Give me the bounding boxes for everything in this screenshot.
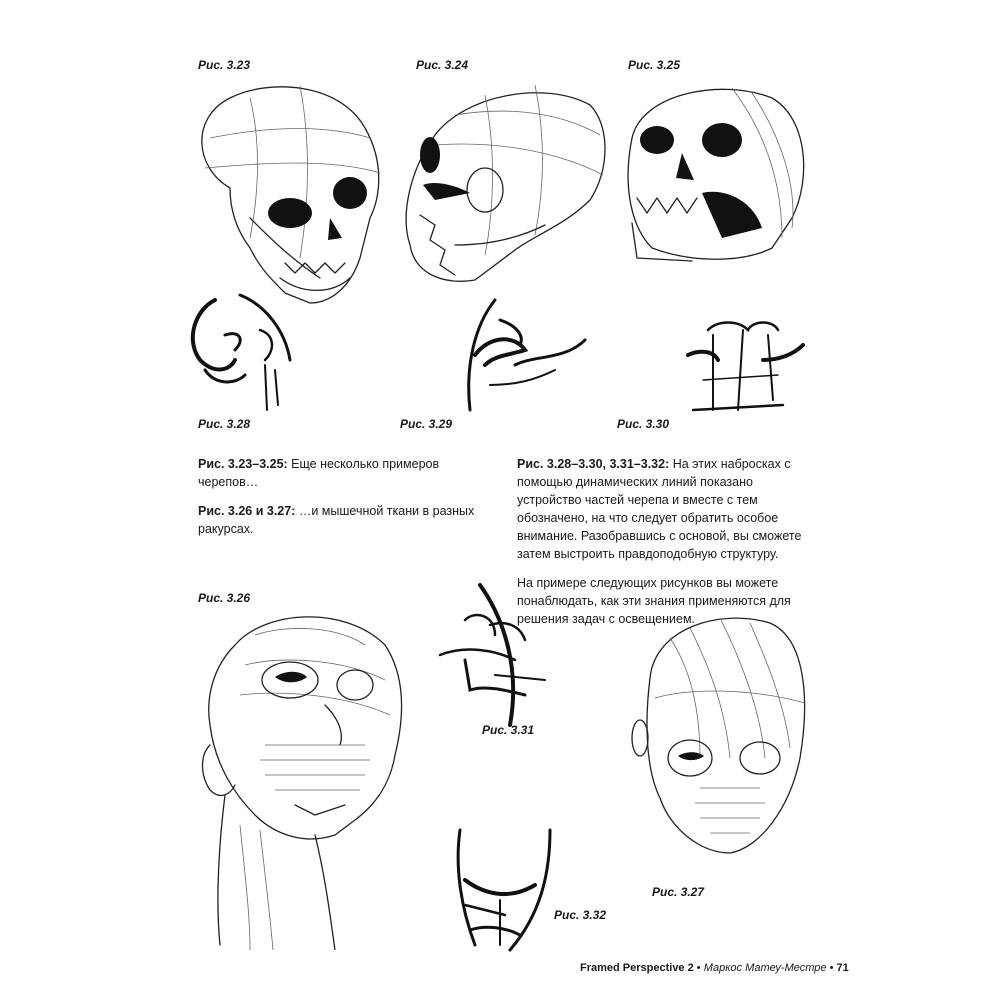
- skull-drawing-fig-3-25: [612, 78, 812, 273]
- caption-fig-3-32: Рис. 3.32: [554, 908, 607, 922]
- caption-fig-3-28: Рис. 3.28: [198, 417, 251, 431]
- caption-fig-3-24: Рис. 3.24: [416, 58, 469, 72]
- paragraph-fig-3-28-3-32: [517, 455, 807, 563]
- text-column-left: [198, 455, 493, 549]
- page-footer: [580, 962, 849, 974]
- paragraph-label: Рис. 3.23–3.25:: [198, 457, 288, 471]
- caption-fig-3-29: Рис. 3.29: [400, 417, 453, 431]
- dynamic-lines-fig-3-29: [455, 295, 600, 415]
- paragraph-fig-3-26-3-27: [198, 502, 493, 538]
- caption-fig-3-30: Рис. 3.30: [617, 417, 670, 431]
- footer-separator: •: [829, 962, 834, 974]
- muscle-head-drawing-fig-3-26: [195, 605, 410, 950]
- paragraph-fig-3-23-3-25: [198, 455, 493, 491]
- footer-book-title: Framed Perspective 2: [580, 962, 694, 974]
- caption-fig-3-23: Рис. 3.23: [198, 58, 251, 72]
- dynamic-lines-fig-3-31: [435, 580, 550, 730]
- paragraph-body: …и мышечной ткани в разных ракурсах.: [198, 504, 475, 536]
- paragraph-label: Рис. 3.26 и 3.27:: [198, 504, 296, 518]
- skull-drawing-fig-3-23: [190, 78, 390, 308]
- dynamic-lines-fig-3-28: [185, 290, 300, 415]
- skull-drawing-fig-3-24: [395, 75, 610, 290]
- caption-fig-3-26: Рис. 3.26: [198, 591, 251, 605]
- dynamic-lines-fig-3-30: [683, 315, 808, 415]
- dynamic-lines-fig-3-32: [450, 825, 560, 955]
- caption-fig-3-25: Рис. 3.25: [628, 58, 681, 72]
- paragraph-body: На этих набросках с помощью динамических линий показано устройство частей черепа и вместе с тем обозначено, на что следует обратить особое внимание. Разобравшись с основой, вы сможете затем выстроить правдоподобную структуру.: [517, 457, 802, 561]
- footer-separator: •: [696, 962, 701, 974]
- paragraph-body: Еще несколько примеров черепов…: [198, 457, 440, 489]
- paragraph-label: Рис. 3.28–3.30, 3.31–3.32:: [517, 457, 670, 471]
- muscle-head-drawing-fig-3-27: [630, 608, 815, 858]
- caption-fig-3-27: Рис. 3.27: [652, 885, 705, 899]
- paragraph-lighting: На примере следующих рисунков вы можете понаблюдать, как эти знания применяются для решения задач с освещением.: [517, 576, 791, 626]
- page-number: 71: [836, 962, 849, 974]
- footer-author: Маркос Матеу-Местре: [703, 962, 827, 974]
- caption-fig-3-31: Рис. 3.31: [482, 723, 535, 737]
